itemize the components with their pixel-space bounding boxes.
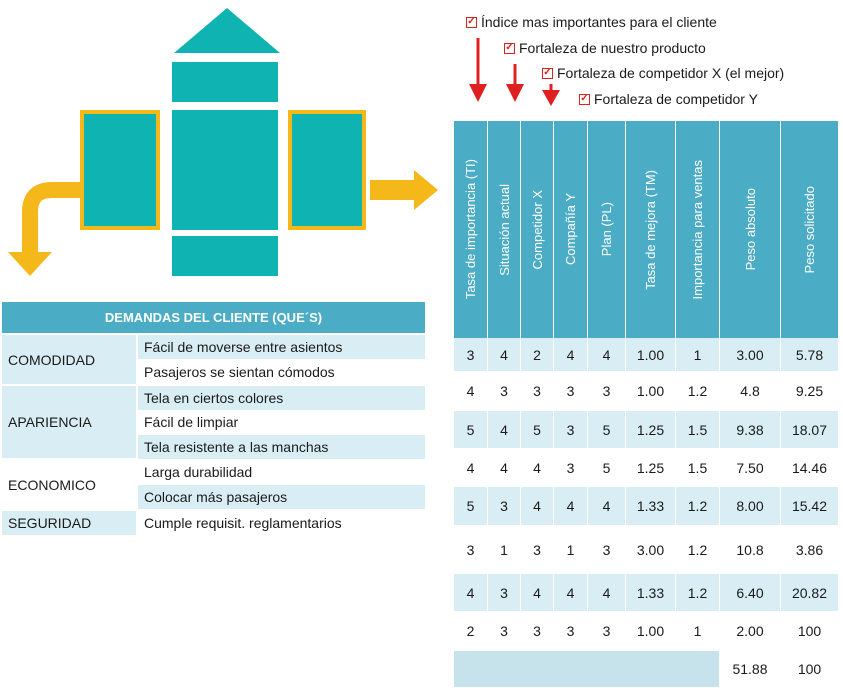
matrix-cell: 4	[588, 338, 626, 372]
category-comodidad: COMODIDAD	[2, 335, 136, 384]
matrix-header-label: Tasa de importancia (TI)	[463, 159, 478, 300]
matrix-cell: 4	[488, 338, 521, 372]
matrix-cell: 4	[488, 411, 521, 449]
down-arrow-icon	[503, 64, 527, 104]
demands-header: DEMANDAS DEL CLIENTE (QUE´S)	[2, 302, 425, 333]
matrix-header	[626, 121, 676, 338]
matrix-cell: 3	[554, 411, 588, 449]
matrix-totals-blank	[454, 651, 720, 688]
matrix-cell: 4	[588, 574, 626, 612]
house-top-block	[172, 62, 278, 102]
matrix-cell: 3	[588, 526, 626, 574]
matrix-cell: 1	[676, 338, 720, 372]
matrix-cell: 4	[554, 487, 588, 526]
matrix-cell: 3	[554, 449, 588, 487]
matrix-cell: 4	[454, 574, 488, 612]
checklist-label: Fortaleza de competidor X (el mejor)	[557, 65, 785, 81]
checklist-item-1	[466, 14, 717, 30]
matrix-header-label: Situación actual	[496, 183, 512, 276]
matrix-cell: 1.33	[626, 574, 676, 612]
matrix-cell: 9.38	[720, 411, 781, 449]
right-arrow-icon	[370, 168, 440, 212]
checkbox-checked-icon: ✓	[543, 67, 552, 78]
category-seguridad: SEGURIDAD	[2, 511, 136, 535]
matrix-cell: 3.00	[720, 338, 781, 372]
matrix-cell: 3	[521, 612, 554, 651]
matrix-cell: 4	[488, 449, 521, 487]
matrix-total-peso-absoluto: 51.88	[720, 651, 781, 688]
matrix-cell: 1.2	[676, 526, 720, 574]
checkbox-checked-icon: ✓	[580, 93, 589, 104]
matrix-cell: 4	[454, 372, 488, 411]
matrix-cell: 3	[488, 574, 521, 612]
matrix-cell: 5	[454, 411, 488, 449]
matrix-header	[454, 121, 488, 338]
demand-item: Tela resistente a las manchas	[138, 435, 425, 459]
matrix-cell: 1.33	[626, 487, 676, 526]
house-bottom-block	[172, 236, 278, 276]
demand-item: Fácil de moverse entre asientos	[138, 335, 425, 359]
matrix-cell: 1.25	[626, 449, 676, 487]
checklist-label: Fortaleza de competidor Y	[594, 91, 758, 107]
matrix-cell: 5	[521, 411, 554, 449]
matrix-header	[676, 121, 720, 338]
matrix-cell: 3	[488, 487, 521, 526]
matrix-cell: 1	[676, 612, 720, 651]
matrix-cell: 1.5	[676, 411, 720, 449]
matrix-cell: 20.82	[781, 574, 839, 612]
demand-item: Fácil de limpiar	[138, 410, 425, 434]
checkbox-checked-icon: ✓	[505, 42, 514, 53]
matrix-cell: 3.00	[626, 526, 676, 574]
matrix-cell: 18.07	[781, 411, 839, 449]
house-left-room	[80, 110, 160, 230]
checklist-item-3	[542, 65, 784, 81]
house-right-room	[288, 110, 366, 230]
matrix-cell: 3	[521, 372, 554, 411]
matrix-cell: 2	[521, 338, 554, 372]
demand-item: Colocar más pasajeros	[138, 485, 425, 509]
matrix-cell: 5	[454, 487, 488, 526]
matrix-header	[781, 121, 839, 338]
matrix-cell: 1.5	[676, 449, 720, 487]
matrix-cell: 1.00	[626, 612, 676, 651]
category-economico: ECONOMICO	[2, 460, 136, 509]
matrix-cell: 1.00	[626, 372, 676, 411]
matrix-cell: 3	[588, 612, 626, 651]
matrix-cell: 4.8	[720, 372, 781, 411]
checklist-item-2	[504, 40, 706, 56]
matrix-cell: 7.50	[720, 449, 781, 487]
matrix-cell: 3.86	[781, 526, 839, 574]
matrix-cell: 2.00	[720, 612, 781, 651]
matrix-cell: 1	[488, 526, 521, 574]
matrix-header	[521, 121, 554, 338]
matrix-cell: 4	[521, 574, 554, 612]
matrix-cell: 3	[488, 612, 521, 651]
matrix-cell: 4	[554, 338, 588, 372]
matrix-cell: 1	[554, 526, 588, 574]
matrix-header	[488, 121, 521, 338]
matrix-header	[588, 121, 626, 338]
matrix-cell: 100	[781, 612, 839, 651]
matrix-cell: 1.2	[676, 574, 720, 612]
matrix-cell: 9.25	[781, 372, 839, 411]
matrix-cell: 4	[521, 449, 554, 487]
matrix-cell: 15.42	[781, 487, 839, 526]
curved-down-arrow-icon	[0, 166, 84, 278]
category-apariencia: APARIENCIA	[2, 386, 136, 458]
matrix-cell: 3	[588, 372, 626, 411]
matrix-cell: 1.2	[676, 487, 720, 526]
matrix-cell: 8.00	[720, 487, 781, 526]
house-center-block	[172, 110, 278, 230]
matrix-cell: 1.25	[626, 411, 676, 449]
house-roof	[174, 8, 280, 54]
matrix-total-peso-solicitado: 100	[781, 651, 839, 688]
matrix-header-label: Competidor X	[529, 189, 545, 270]
matrix-cell: 5	[588, 411, 626, 449]
matrix-cell: 14.46	[781, 449, 839, 487]
matrix-cell: 1.00	[626, 338, 676, 372]
matrix-cell: 3	[554, 612, 588, 651]
demand-item: Larga durabilidad	[138, 460, 425, 484]
matrix-header-label: Importancia para ventas	[690, 159, 705, 300]
demand-item: Tela en ciertos colores	[138, 386, 425, 410]
matrix-cell: 4	[521, 487, 554, 526]
matrix-header-label: Compañía Y	[563, 193, 578, 266]
demand-item: Pasajeros se sientan cómodos	[138, 360, 425, 384]
matrix-cell: 4	[588, 487, 626, 526]
matrix-header-label: Plan (PL)	[599, 202, 614, 257]
matrix-cell: 2	[454, 612, 488, 651]
matrix-header-label: Peso solicitado	[802, 185, 817, 274]
matrix-cell: 3	[554, 372, 588, 411]
checklist-label: Fortaleza de nuestro producto	[519, 40, 706, 56]
matrix-cell: 4	[454, 449, 488, 487]
matrix-cell: 3	[454, 338, 488, 372]
matrix-header	[720, 121, 781, 338]
matrix-cell: 10.8	[720, 526, 781, 574]
matrix-cell: 5	[588, 449, 626, 487]
matrix-cell: 5.78	[781, 338, 839, 372]
matrix-cell: 6.40	[720, 574, 781, 612]
matrix-header-label: Peso absoluto	[742, 188, 758, 271]
matrix-header-label: Tasa de mejora (TM)	[643, 169, 658, 290]
matrix-cell: 4	[554, 574, 588, 612]
checklist-label: Índice mas importantes para el cliente	[481, 14, 717, 30]
checkbox-checked-icon: ✓	[467, 16, 476, 27]
matrix-cell: 3	[521, 526, 554, 574]
down-arrow-icon	[539, 84, 563, 108]
matrix-cell: 3	[454, 526, 488, 574]
down-arrow-icon	[466, 38, 490, 104]
matrix-cell: 3	[488, 372, 521, 411]
matrix-header	[554, 121, 588, 338]
demand-item: Cumple requisit. reglamentarios	[138, 511, 425, 535]
matrix-cell: 1.2	[676, 372, 720, 411]
checklist-item-4	[579, 91, 758, 107]
